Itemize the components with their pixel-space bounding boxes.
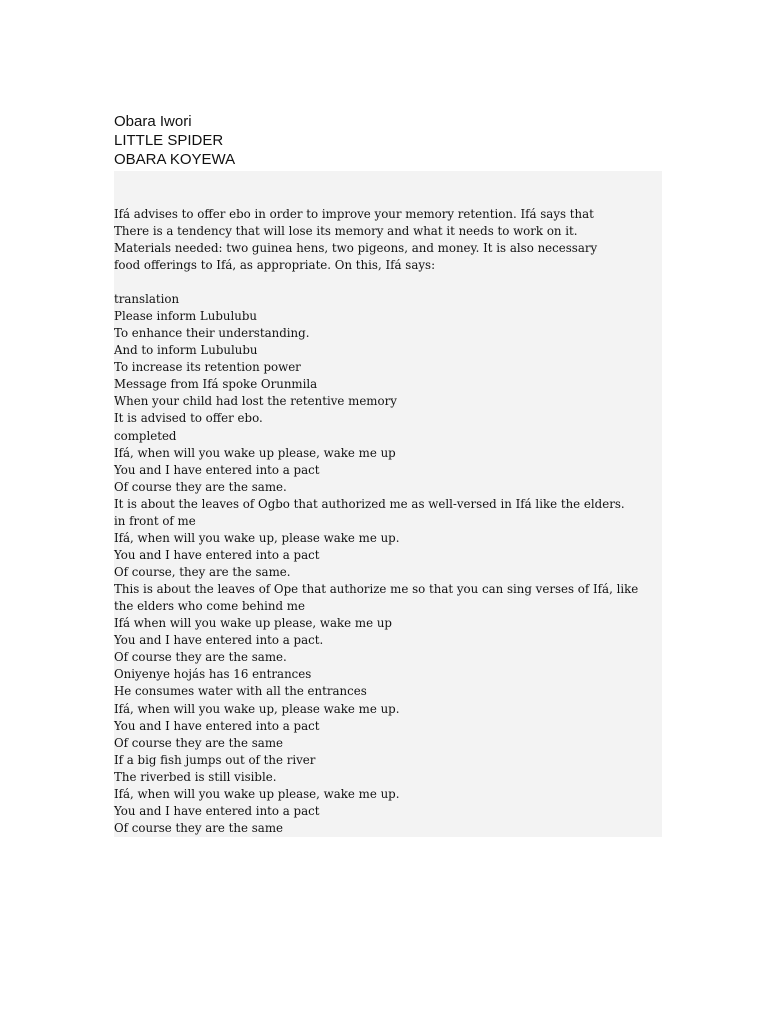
document-subtitle: LITTLE SPIDER [114, 132, 224, 149]
verse-line: You and I have entered into a pact [114, 718, 320, 733]
verse-line: You and I have entered into a pact [114, 462, 320, 477]
verse-line: Please inform Lubulubu [114, 309, 258, 324]
verse-line: You and I have entered into a pact [114, 803, 320, 818]
verse-line: Ifá, when will you wake up, please wake me up. [114, 530, 400, 545]
verse-line: When your child had lost the retentive memory [114, 394, 397, 409]
verse-line: Message from Ifá spoke Orunmila [114, 377, 318, 392]
intro-line: Ifá advises to offer ebo in order to improve your memory retention. Ifá says that [114, 207, 594, 221]
verse-list [114, 291, 662, 837]
verse-line: Ifá when will you wake up please, wake me up [114, 616, 392, 631]
verse-line: translation [114, 292, 180, 306]
verse-line: This is about the leaves of Ope that authorize me so that you can sing verses of Ifá, like [114, 582, 639, 597]
verse-line: You and I have entered into a pact [114, 547, 320, 562]
verse-line: You and I have entered into a pact. [114, 633, 324, 648]
verse-line: And to inform Lubulubu [114, 343, 258, 358]
verse-line: Of course, they are the same. [114, 565, 291, 579]
verse-line: He consumes water with all the entrances [114, 684, 367, 699]
verse-line: Ifá, when will you wake up, please wake me up. [114, 701, 400, 716]
verse-line: It is about the leaves of Ogbo that authorized me as well-versed in Ifá like the elders. [114, 496, 625, 511]
verse-line: Of course they are the same. [114, 479, 287, 494]
verse-line: Oniyenye hojás has 16 entrances [114, 667, 312, 682]
document-title: Obara Iwori [114, 113, 192, 130]
verse-line: Of course they are the same. [114, 650, 287, 665]
document-subtitle-alt: OBARA KOYEWA [114, 151, 236, 168]
verse-line: the elders who come behind me [114, 599, 305, 614]
verse-line: Ifá, when will you wake up please, wake me up [114, 445, 396, 460]
verse-line: To increase its retention power [114, 360, 301, 375]
intro-line: food offerings to Ifá, as appropriate. On this, Ifá says: [114, 258, 436, 273]
text-content-box [114, 171, 662, 837]
verse-line: Of course they are the same [114, 735, 283, 750]
intro-line: There is a tendency that will lose its memory and what it needs to work on it. [114, 224, 578, 239]
verse-line: The riverbed is still visible. [114, 769, 277, 784]
verse-line: If a big fish jumps out of the river [114, 752, 316, 767]
intro-line: Materials needed: two guinea hens, two pigeons, and money. It is also necessary [114, 241, 598, 256]
intro-paragraph [114, 206, 662, 274]
verse-line: completed [114, 428, 177, 443]
verse-line: Of course they are the same [114, 820, 283, 835]
verse-line: To enhance their understanding. [114, 326, 310, 341]
verse-line: It is advised to offer ebo. [114, 411, 263, 426]
document-header [114, 112, 235, 169]
verse-line: in front of me [114, 513, 196, 528]
verse-line: Ifá, when will you wake up please, wake me up. [114, 786, 400, 801]
